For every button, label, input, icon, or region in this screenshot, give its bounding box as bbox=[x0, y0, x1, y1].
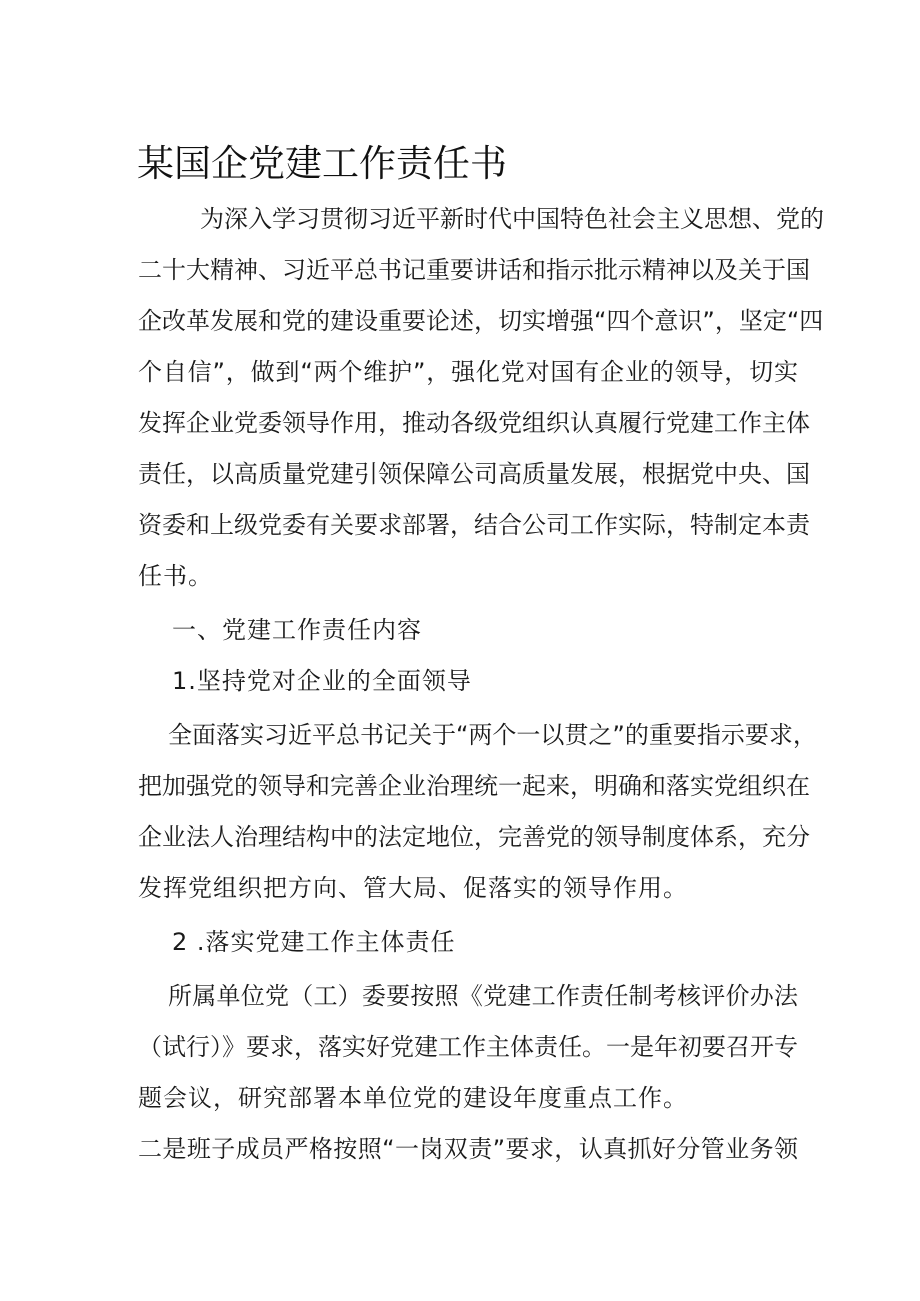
paragraph-intro-line-3: 企改革发展和党的建设重要论述，切实增强“四个意识”，坚定“四 bbox=[138, 307, 824, 335]
document-title: 某国企党建工作责任书 bbox=[137, 142, 507, 185]
paragraph-1-line-4: 发挥党组织把方向、管大局、促落实的领导作用。 bbox=[138, 874, 688, 902]
paragraph-3-line-1: 二是班子成员严格按照“一岗双责”要求，认真抓好分管业务领 bbox=[138, 1135, 798, 1163]
paragraph-2-line-3: 题会议，研究部署本单位党的建设年度重点工作。 bbox=[138, 1084, 688, 1112]
paragraph-intro-line-7: 资委和上级党委有关要求部署，结合公司工作实际，特制定本责 bbox=[138, 511, 810, 539]
subsection-heading-2: 2 .落实党建工作主体责任 bbox=[172, 928, 456, 956]
paragraph-1-line-2: 把加强党的领导和完善企业治理统一起来，明确和落实党组织在 bbox=[138, 772, 810, 800]
paragraph-1-line-3: 企业法人治理结构中的法定地位，完善党的领导制度体系，充分 bbox=[138, 823, 810, 851]
paragraph-intro-line-5: 发挥企业党委领导作用，推动各级党组织认真履行党建工作主体 bbox=[138, 409, 810, 437]
paragraph-intro-line-4: 个自信”，做到“两个维护”，强化党对国有企业的领导，切实 bbox=[138, 358, 798, 386]
paragraph-intro-line-1: 为深入学习贯彻习近平新时代中国特色社会主义思想、党的 bbox=[200, 205, 824, 233]
paragraph-2-line-2: （试行）》要求，落实好党建工作主体责任。一是年初要召开专 bbox=[138, 1033, 798, 1061]
paragraph-1-line-1: 全面落实习近平总书记关于“两个一以贯之”的重要指示要求， bbox=[168, 721, 817, 749]
paragraph-intro-line-2: 二十大精神、习近平总书记重要讲话和指示批示精神以及关于国 bbox=[138, 256, 810, 284]
paragraph-intro-line-8: 任书。 bbox=[138, 562, 213, 590]
section-heading-1: 一、党建工作责任内容 bbox=[172, 616, 422, 644]
paragraph-2-line-1: 所属单位党（工）委要按照《党建工作责任制考核评价办法 bbox=[168, 982, 798, 1010]
paragraph-intro-line-6: 责任，以高质量党建引领保障公司高质量发展，根据党中央、国 bbox=[138, 460, 810, 488]
subsection-heading-1: 1.坚持党对企业的全面领导 bbox=[172, 667, 472, 695]
